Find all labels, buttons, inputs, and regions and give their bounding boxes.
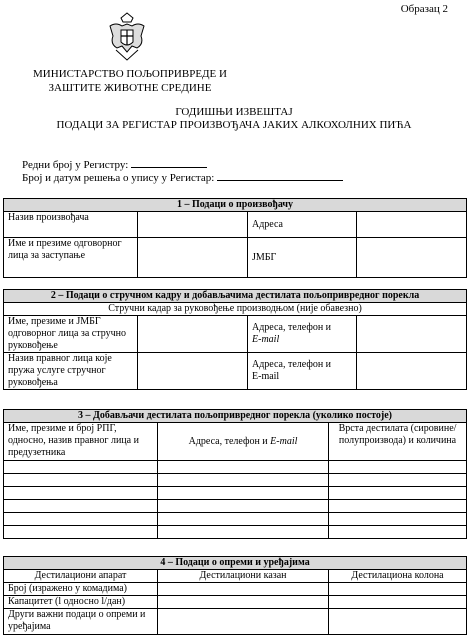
supplier-cell[interactable]	[329, 526, 467, 539]
contact-email: E-mail	[252, 371, 280, 382]
producer-name-label: Назив произвођача	[4, 212, 138, 238]
supervisor-person-contact-field[interactable]	[357, 316, 467, 353]
equipment-apparatus-header: Дестилациони апарат	[4, 570, 158, 583]
supplier-cell[interactable]	[4, 461, 158, 474]
supplier-cell[interactable]	[158, 474, 329, 487]
supplier-cell[interactable]	[158, 500, 329, 513]
equipment-column-header: Дестилациона колона	[329, 570, 467, 583]
equipment-capacity-kettle[interactable]	[158, 596, 329, 609]
supplier-cell[interactable]	[4, 513, 158, 526]
registry-ordinal-field[interactable]	[131, 158, 207, 168]
coat-of-arms-icon	[108, 12, 146, 62]
supplier-cell[interactable]	[158, 526, 329, 539]
supplier-cell[interactable]	[329, 474, 467, 487]
supplier-cell[interactable]	[4, 526, 158, 539]
registry-decision-field[interactable]	[217, 171, 343, 181]
report-subtitle: ПОДАЦИ ЗА РЕГИСТАР ПРОИЗВОЂАЧА ЈАКИХ АЛКОХОЛНИХ ПИЋА	[56, 119, 412, 131]
supervisor-company-contact-label	[248, 353, 357, 390]
registry-ordinal-label: Редни број у Регистру:	[22, 159, 129, 171]
registry-ordinal	[22, 158, 207, 171]
supervisor-company-label: Назив правног лица које пружа услуге стручног руковођења	[4, 353, 138, 390]
supplier-contact-prefix: Адреса, телефон и	[188, 435, 268, 447]
equipment-other-kettle[interactable]	[158, 609, 329, 635]
supplier-cell[interactable]	[4, 474, 158, 487]
form-number: Образац 2	[400, 3, 448, 15]
section2-table	[3, 289, 467, 390]
supplier-distillate-header: Врста дестилата (сировине/полупроизвода) и количина	[329, 423, 467, 461]
section2-subheader: Стручни кадар за руковођење производњом (није обавезно)	[4, 303, 467, 316]
section1-header: 1 – Подаци о произвођачу	[4, 199, 467, 212]
supplier-cell[interactable]	[329, 500, 467, 513]
jmbg-label: ЈМБГ	[248, 238, 357, 278]
supervisor-person-contact-label	[248, 316, 357, 353]
supplier-cell[interactable]	[4, 487, 158, 500]
equipment-capacity-label: Капацитет (l односно l/дан)	[4, 596, 158, 609]
supervisor-person-label: Име, презиме и ЈМБГ одговорног лица за стручно руковођење	[4, 316, 138, 353]
equipment-capacity-column[interactable]	[329, 596, 467, 609]
report-title: ГОДИШЊИ ИЗВЕШТАЈ	[175, 106, 293, 118]
supplier-cell[interactable]	[158, 487, 329, 500]
supplier-cell[interactable]	[158, 461, 329, 474]
supplier-cell[interactable]	[329, 461, 467, 474]
supervisor-company-field[interactable]	[138, 353, 248, 390]
supplier-cell[interactable]	[329, 487, 467, 500]
registry-decision	[22, 171, 343, 184]
ministry-line-1: МИНИСТАРСТВО ПОЉОПРИВРЕДЕ И	[33, 68, 227, 80]
supplier-name-header: Име, презиме и број РПГ, односно, назив правног лица и предузетника	[4, 423, 158, 461]
section2-header: 2 – Подаци о стручном кадру и добављачима дестилата пољопривредног порекла	[4, 290, 467, 303]
supplier-cell[interactable]	[4, 500, 158, 513]
contact-prefix: Адреса, телефон и	[252, 359, 332, 370]
jmbg-field[interactable]	[357, 238, 467, 278]
supplier-contact-header	[158, 423, 329, 461]
equipment-kettle-header: Дестилациони казан	[158, 570, 329, 583]
producer-name-field[interactable]	[138, 212, 248, 238]
contact-email: E-mail	[252, 334, 280, 345]
ministry-line-2: ЗАШТИТЕ ЖИВОТНЕ СРЕДИНЕ	[48, 82, 212, 94]
representative-label: Име и презиме одговорног лица за заступање	[4, 238, 138, 278]
producer-address-label: Адреса	[248, 212, 357, 238]
supplier-cell[interactable]	[158, 513, 329, 526]
equipment-count-label: Број (изражено у комадима)	[4, 583, 158, 596]
equipment-other-label: Други важни подаци о опреми и уређајима	[4, 609, 158, 635]
supervisor-person-field[interactable]	[138, 316, 248, 353]
supervisor-company-contact-field[interactable]	[357, 353, 467, 390]
equipment-other-column[interactable]	[329, 609, 467, 635]
equipment-count-kettle[interactable]	[158, 583, 329, 596]
section3-table	[3, 409, 467, 539]
contact-prefix: Адреса, телефон и	[252, 322, 332, 333]
section3-header: 3 – Добављачи дестилата пољопривредног порекла (уколико постоје)	[4, 410, 467, 423]
section4-table	[3, 556, 467, 635]
representative-field[interactable]	[138, 238, 248, 278]
supplier-cell[interactable]	[329, 513, 467, 526]
section4-header: 4 – Подаци о опреми и уређајима	[4, 557, 467, 570]
producer-address-field[interactable]	[357, 212, 467, 238]
section1-table	[3, 198, 467, 278]
supplier-contact-email: E-mail	[270, 435, 298, 447]
registry-decision-label: Број и датум решења о упису у Регистар:	[22, 172, 215, 184]
equipment-count-column[interactable]	[329, 583, 467, 596]
